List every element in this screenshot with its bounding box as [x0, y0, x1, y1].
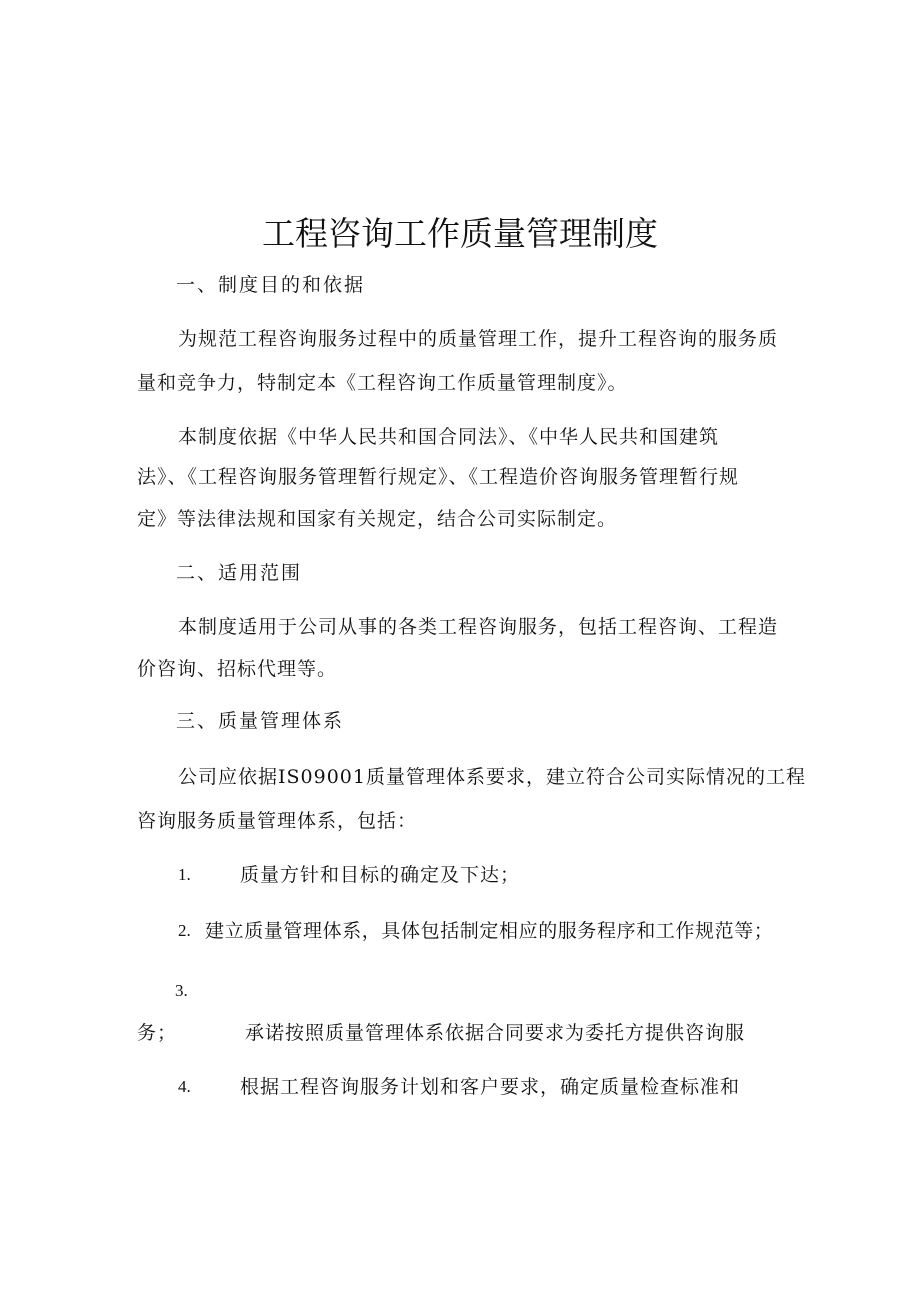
list-item-text: 根据工程咨询服务计划和客户要求，确定质量检查标准和 — [240, 1076, 741, 1098]
list-item-text: 质量方针和目标的确定及下达； — [240, 864, 521, 886]
list-item-text: 建立质量管理体系，具体包括制定相应的服务程序和工作规范等； — [205, 920, 774, 942]
list-item-text-tail: 务； — [137, 1022, 178, 1044]
document-title: 工程咨询工作质量管理制度 — [262, 214, 658, 253]
list-item-number: 1. — [178, 865, 191, 884]
section-heading-purpose: 一、制度目的和依据 — [176, 274, 366, 296]
paragraph-line: 为规范工程咨询服务过程中的质量管理工作，提升工程咨询的服务质 — [178, 328, 779, 350]
section-heading-scope: 二、适用范围 — [176, 562, 303, 584]
paragraph-line: 咨询服务质量管理体系，包括： — [137, 810, 418, 832]
paragraph-line: 量和竞争力，特制定本《工程咨询工作质量管理制度》。 — [137, 372, 628, 394]
paragraph-line: 价咨询、招标代理等。 — [137, 658, 338, 680]
paragraph-line: 本制度依据《中华人民共和国合同法》、《中华人民共和国建筑 — [178, 426, 720, 448]
paragraph-line: 定》等法律法规和国家有关规定，结合公司实际制定。 — [137, 508, 618, 530]
list-item-number: 3. — [175, 981, 188, 1000]
paragraph-line: 本制度适用于公司从事的各类工程咨询服务，包括工程咨询、工程造 — [178, 616, 779, 638]
paragraph-line: 公司应依据IS09001质量管理体系要求，建立符合公司实际情况的工程 — [178, 766, 806, 788]
list-item-number: 4. — [178, 1077, 191, 1096]
list-item-text: 承诺按照质量管理体系依据合同要求为委托方提供咨询服 — [245, 1022, 746, 1044]
paragraph-line: 法》、《工程咨询服务管理暂行规定》、《工程造价咨询服务管理暂行规 — [137, 466, 740, 488]
section-heading-quality-system: 三、质量管理体系 — [176, 710, 345, 732]
list-item-number: 2. — [178, 921, 191, 940]
